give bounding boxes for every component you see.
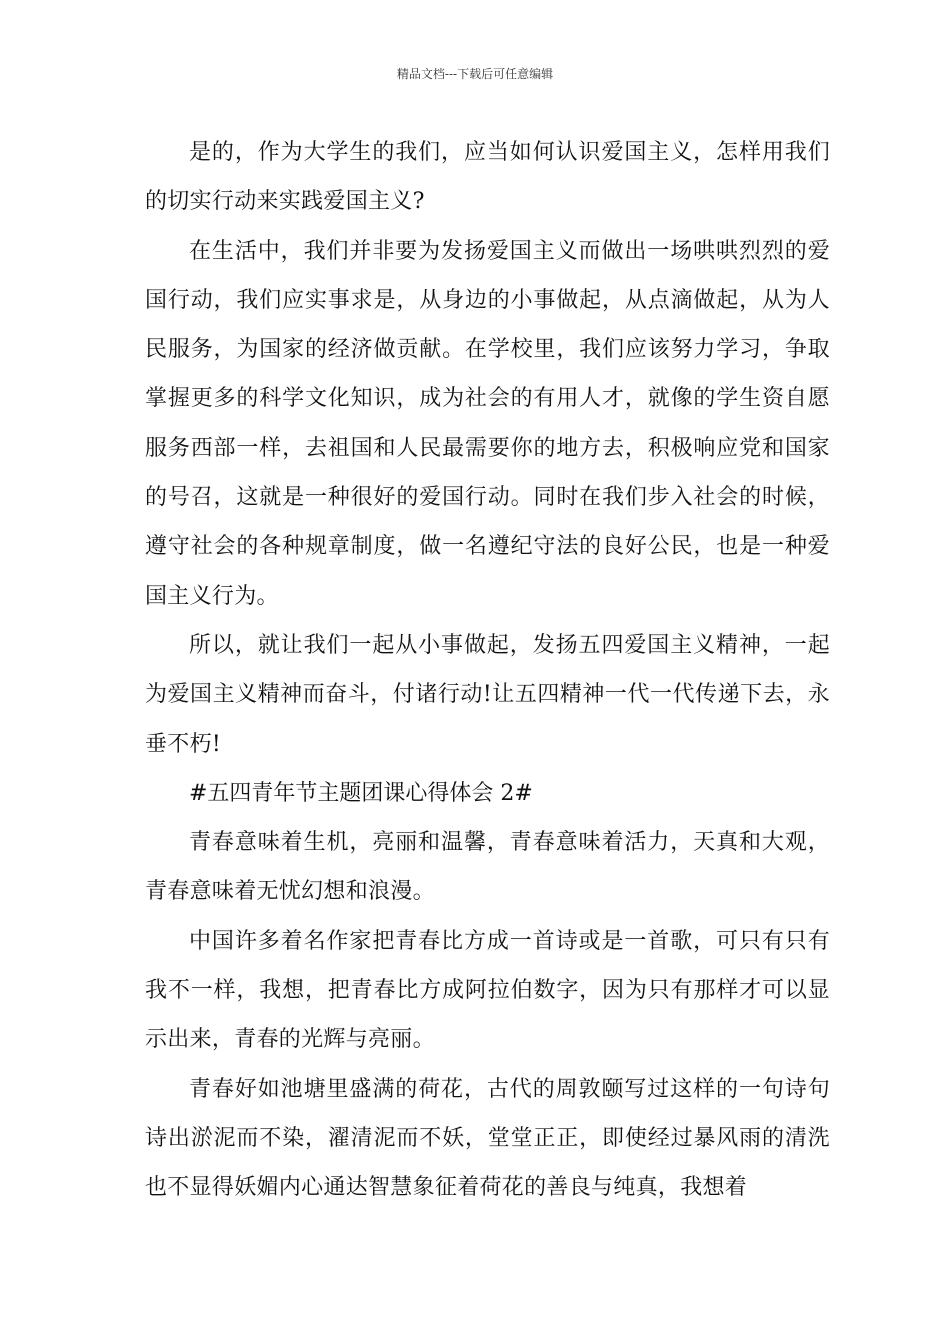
section-heading: #五四青年节主题团课心得体会 2# <box>189 780 533 806</box>
paragraph: 青春意味着生机，亮丽和温馨，青春意味着活力，天真和大观，青春意味着无忧幻想和浪漫。 <box>145 830 830 905</box>
paragraph: 所以，就让我们一起从小事做起，发扬五四爱国主义精神，一起为爱国主义精神而奋斗，付诸行动!让五四精神一代一代传递下去，永垂不朽! <box>145 632 830 757</box>
document-body <box>145 128 830 1213</box>
paragraph: 是的，作为大学生的我们，应当如何认识爱国主义，怎样用我们的切实行动来实践爱国主义? <box>145 140 830 215</box>
paragraph: 在生活中，我们并非要为发扬爱国主义而做出一场哄哄烈烈的爱国行动，我们应实事求是，从身边的小事做起，从点滴做起，从为人民服务，为国家的经济做贡献。在学校里，我们应该努力学习，争取掌握更多的科学文化知识，成为社会的有用人才，就像的学生资自愿服务西部一样，去祖国和人民最需要你的地方去，积极响应党和国家的号召，这就是一种很好的爱国行动。同时在我们步入社会的时候，遵守社会的各种规章制度，做一名遵纪守法的良好公民，也是一种爱国主义行为。 <box>145 238 830 609</box>
page-header: 精品文档---下载后可任意编辑 <box>396 67 554 81</box>
paragraph: 中国许多着名作家把青春比方成一首诗或是一首歌，可只有只有我不一样，我想，把青春比方成阿拉伯数字，因为只有那样才可以显示出来，青春的光辉与亮丽。 <box>145 928 830 1053</box>
paragraph: 青春好如池塘里盛满的荷花，古代的周敦颐写过这样的一句诗句诗出淤泥而不染，濯清泥而不妖，堂堂正正，即使经过暴风雨的清洗也不显得妖媚内心通达智慧象征着荷花的善良与纯真，我想着 <box>145 1076 830 1201</box>
